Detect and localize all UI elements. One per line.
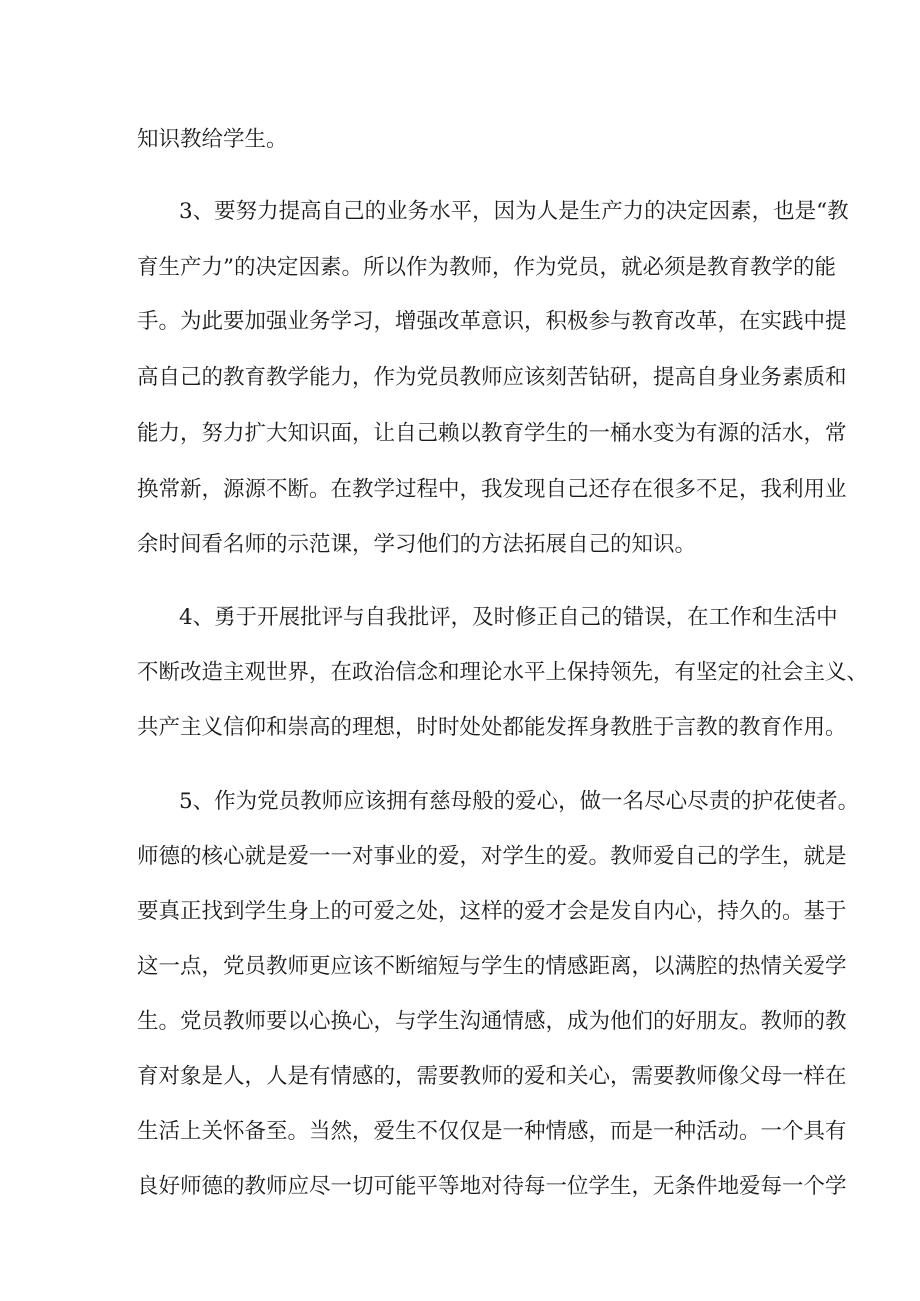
text-line-4: 手。为此要加强业务学习，增强改革意识，积极参与教育改革，在实践中提 — [137, 309, 847, 334]
text-line-1: 知识教给学生。 — [137, 127, 288, 152]
text-line-16: 生。党员教师要以心换心，与学生沟通情感，成为他们的好朋友。教师的教 — [137, 1009, 847, 1034]
text-line-6: 能力，努力扩大知识面，让自己赖以教育学生的一桶水变为有源的活水，常 — [137, 421, 847, 446]
text-line-9: 4、勇于开展批评与自我批评，及时修正自己的错误，在工作和生活中 — [179, 605, 838, 630]
text-line-8: 余时间看名师的示范课，学习他们的方法拓展自己的知识。 — [137, 532, 697, 557]
text-line-18: 生活上关怀备至。当然，爱生不仅仅是一种情感，而是一种活动。一个具有 — [137, 1119, 847, 1144]
text-line-15: 这一点，党员教师更应该不断缩短与学生的情感距离，以满腔的热情关爱学 — [137, 954, 847, 979]
text-line-17: 育对象是人，人是有情感的，需要教师的爱和关心，需要教师像父母一样在 — [137, 1064, 847, 1089]
text-line-2: 3、要努力提高自己的业务水平，因为人是生产力的决定因素，也是“教 — [179, 199, 849, 224]
text-line-14: 要真正找到学生身上的可爱之处，这样的爱才会是发自内心，持久的。基于 — [137, 899, 847, 924]
text-line-13: 师德的核心就是爱一一对事业的爱，对学生的爱。教师爱自己的学生，就是 — [137, 844, 847, 869]
text-line-12: 5、作为党员教师应该拥有慈母般的爱心，做一名尽心尽责的护花使者。 — [179, 789, 860, 814]
text-line-19: 良好师德的教师应尽一切可能平等地对待每一位学生，无条件地爱每一个学 — [137, 1174, 847, 1199]
text-line-11: 共产主义信仰和崇高的理想，时时处处都能发挥身教胜于言教的教育作用。 — [137, 715, 847, 740]
text-line-7: 换常新，源源不断。在教学过程中，我发现自己还存在很多不足，我利用业 — [137, 477, 847, 502]
text-line-10: 不断改造主观世界，在政治信念和理论水平上保持领先，有坚定的社会主义、 — [137, 660, 869, 685]
text-line-3: 育生产力”的决定因素。所以作为教师，作为党员，就必须是教育教学的能 — [137, 255, 836, 280]
text-line-5: 高自己的教育教学能力，作为党员教师应该刻苦钻研，提高自身业务素质和 — [137, 365, 847, 390]
